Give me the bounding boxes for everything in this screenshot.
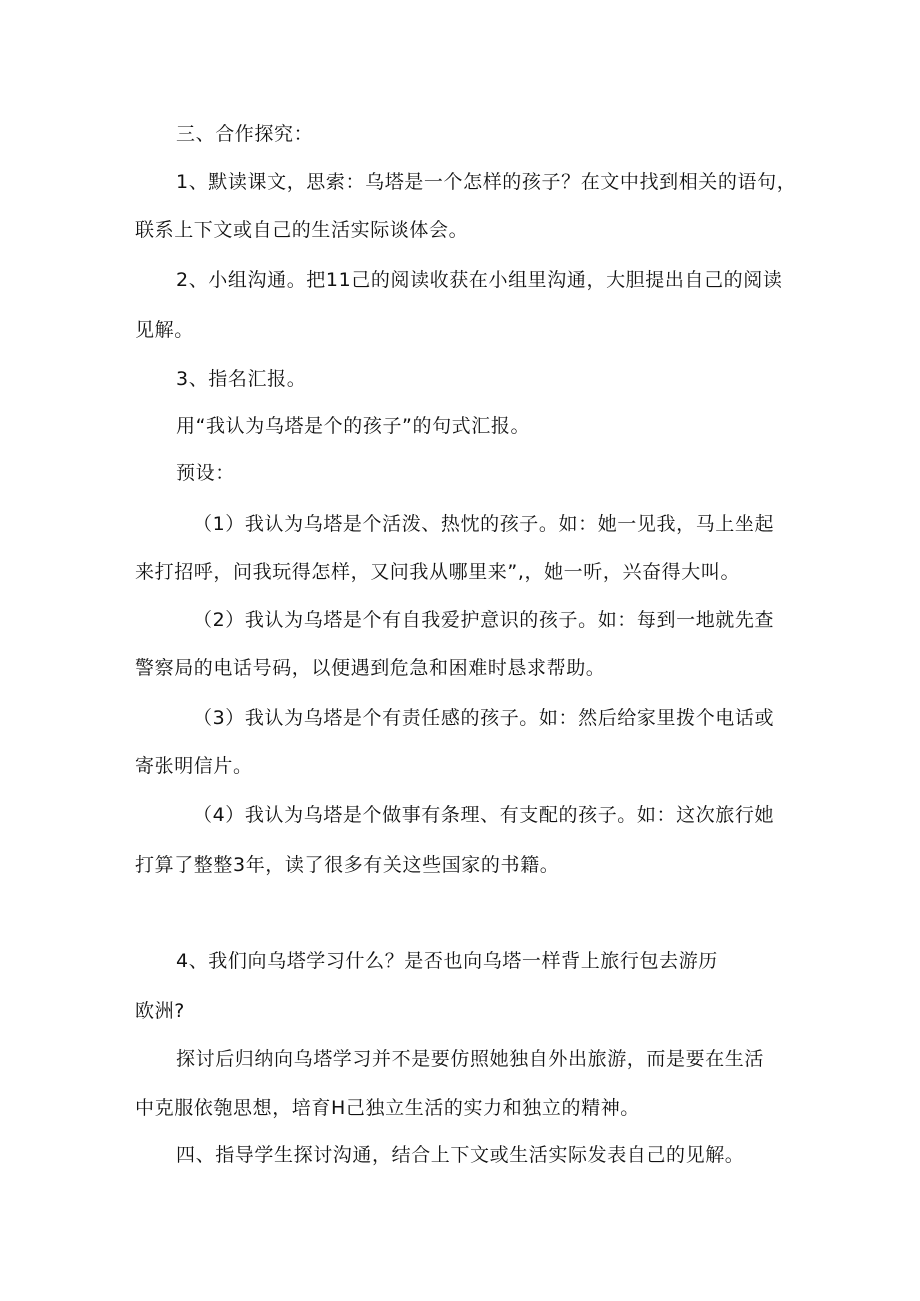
preset-3-line-1: （3）我认为乌塔是个有责任感的孩子。如：然后给家里拨个电话或 <box>193 707 775 729</box>
preset-label: 预设： <box>176 462 235 484</box>
preset-4-line-1: （4）我认为乌塔是个做事有条理、有支配的孩子。如：这次旅行她 <box>193 804 775 826</box>
preset-1-line-1: （1）我认为乌塔是个活泼、热忱的孩子。如：她一见我，马上坐起 <box>193 513 775 535</box>
summary-line-1: 探讨后归纳向乌塔学习并不是要仿照她独自外出旅游，而是要在生活 <box>176 1048 765 1070</box>
report-pattern-line: 用“我认为乌塔是个的孩子”的句式汇报。 <box>176 415 531 437</box>
summary-line-2: 中克服依匏思想，培育H己独立生活的实力和独立的精神。 <box>135 1097 640 1119</box>
task-1-line-2: 联系上下文或自己的生活实际谈体会。 <box>135 219 469 241</box>
task-1-line-1: 1、默读课文，思索：乌塔是一个怎样的孩子？在文中找到相关的语句， <box>176 171 797 193</box>
task-4-line-2: 欧洲? <box>135 1000 185 1022</box>
preset-4-line-2: 打算了整整3年，读了很多有关这些国家的书籍。 <box>135 854 560 876</box>
task-3-line: 3、指名汇报。 <box>176 368 307 390</box>
task-2-line-2: 见解。 <box>135 319 194 341</box>
task-2-line-1: 2、小组沟通。把11己的阅读收获在小组里沟通，大胆提出自己的阅读 <box>176 269 783 291</box>
section-heading-cooperative-inquiry: 三、合作探究： <box>176 123 314 145</box>
section-heading-guidance: 四、指导学生探讨沟通，结合上下文或生活实际发表自己的见解。 <box>176 1144 745 1166</box>
preset-3-line-2: 寄张明信片。 <box>135 755 253 777</box>
preset-2-line-2: 警察局的电话号码，以便遇到危急和困难时恳求帮助。 <box>135 657 606 679</box>
preset-2-line-1: （2）我认为乌塔是个有自我爱护意识的孩子。如：每到一地就先查 <box>193 609 775 631</box>
task-4-line-1: 4、我们向乌塔学习什么？是否也向乌塔一样背上旅行包去游历 <box>176 950 718 972</box>
preset-1-line-2: 来打招呼，问我玩得怎样，又问我从哪里来”,，她一听，兴奋得大叫。 <box>135 561 741 583</box>
